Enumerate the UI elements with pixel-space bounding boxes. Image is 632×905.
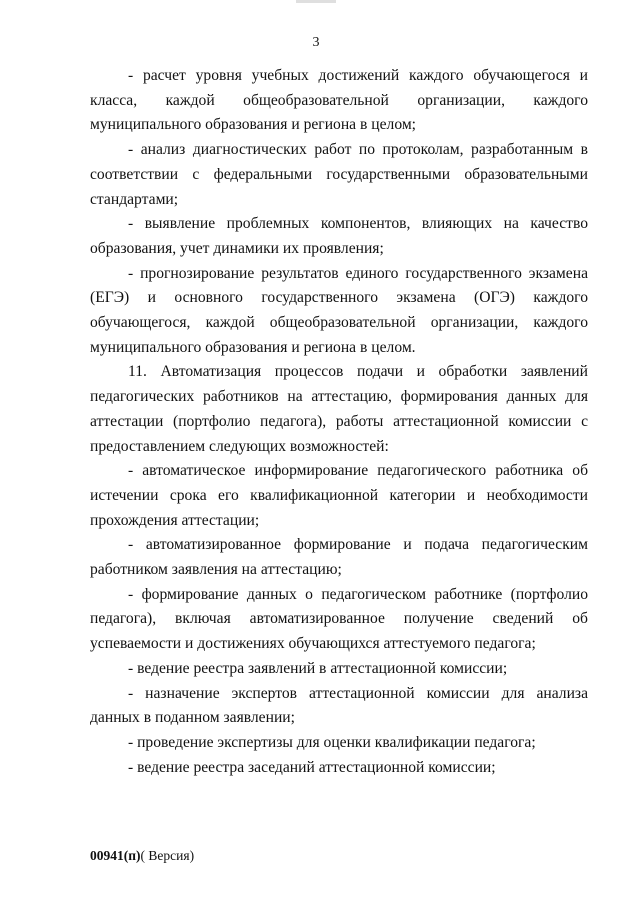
paragraph-8: - формирование данных о педагогическом работнике (портфолио педагога), включая автоматизированное получение сведений об успеваемости и достижениях обучающихся аттестуемого педагога; <box>90 585 588 653</box>
scan-artifact <box>296 0 336 3</box>
document-version: ( Версия) <box>140 848 195 863</box>
paragraph-3: - выявление проблемных компонентов, влияющих на качество образования, учет динамики их проявления; <box>90 215 588 257</box>
paragraph-9: - ведение реестра заявлений в аттестационной комиссии; <box>128 659 508 677</box>
paragraph-12: - ведение реестра заседаний аттестационной комиссии; <box>128 758 496 776</box>
paragraph-10: - назначение экспертов аттестационной комиссии для анализа данных в поданном заявлении; <box>90 684 588 727</box>
paragraph-7: - автоматизированное формирование и подача педагогическим работником заявления на аттестацию; <box>90 536 588 579</box>
page-number: 3 <box>312 35 320 50</box>
paragraph-5: 11. Автоматизация процессов подачи и обработки заявлений педагогических работников на аттестацию, формирования данных для аттестации (портфолио педагога), работы аттестационной комиссии с предоставлением следующих возможностей: <box>90 363 588 455</box>
document-code: 00941(п) <box>90 848 141 863</box>
paragraph-6: - автоматическое информирование педагогического работника об истечении срока его квалификационной категории и необходимости прохождения аттестации; <box>90 462 588 529</box>
document-body <box>90 64 588 780</box>
paragraph-4: - прогнозирование результатов единого государственного экзамена (ЕГЭ) и основного государственного экзамена (ОГЭ) каждого обучающегося, каждой общеобразовательной организации, каждого муниципального образования и региона в целом. <box>90 264 588 356</box>
paragraph-11: - проведение экспертизы для оценки квалификации педагога; <box>128 733 536 751</box>
paragraph-1: - расчет уровня учебных достижений каждого обучающегося и класса, каждой общеобразовательной организации, каждого муниципального образования и региона в целом; <box>90 67 588 134</box>
paragraph-2: - анализ диагностических работ по протоколам, разработанным в соответствии с федеральными государственными образовательными стандартами; <box>90 141 588 208</box>
document-footer <box>90 848 194 864</box>
